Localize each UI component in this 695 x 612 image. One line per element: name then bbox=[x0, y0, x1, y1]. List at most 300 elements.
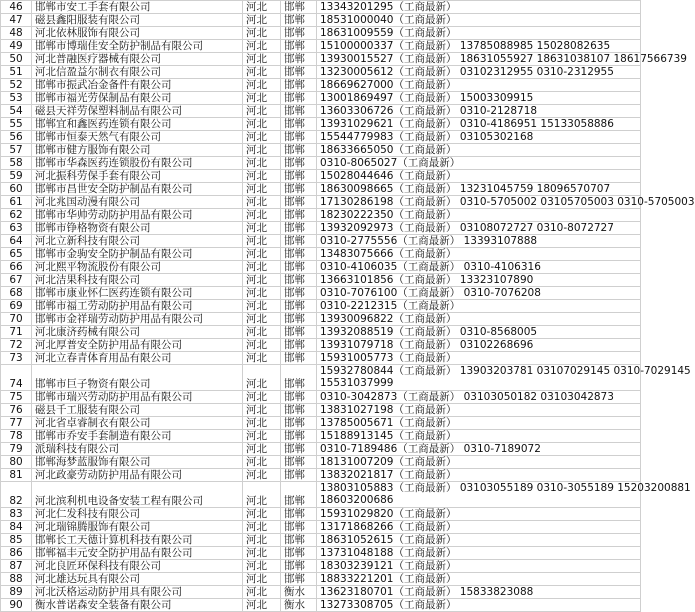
company-name: 河北仁发科技有限公司 bbox=[32, 508, 243, 521]
phone-line: 0310-2212315（工商最新） bbox=[320, 300, 461, 312]
table-row bbox=[1, 131, 641, 144]
table-row bbox=[1, 599, 641, 612]
phone-cell bbox=[317, 313, 641, 326]
phone-cell bbox=[317, 287, 641, 300]
city-cell: 邯郸 bbox=[281, 456, 317, 469]
company-name: 邯郸长工天德计算机科技有限公司 bbox=[32, 534, 243, 547]
row-number: 54 bbox=[1, 105, 32, 118]
phone-cell bbox=[317, 417, 641, 430]
province-cell: 河北 bbox=[243, 469, 281, 482]
province-cell: 河北 bbox=[243, 53, 281, 66]
city-cell: 邯郸 bbox=[281, 326, 317, 339]
province-cell: 河北 bbox=[243, 66, 281, 79]
phone-line: 13483075666（工商最新） bbox=[320, 248, 457, 260]
phone-line: 13832021817（工商最新） bbox=[320, 469, 457, 481]
phone-cell bbox=[317, 430, 641, 443]
row-number: 85 bbox=[1, 534, 32, 547]
row-number: 83 bbox=[1, 508, 32, 521]
province-cell: 河北 bbox=[243, 404, 281, 417]
city-cell: 邯郸 bbox=[281, 235, 317, 248]
table-row bbox=[1, 586, 641, 599]
row-number: 74 bbox=[1, 365, 32, 391]
phone-line: 15544779983（工商最新） 03105302168 bbox=[320, 131, 534, 143]
company-name: 邯郸海梦蓝服饰有限公司 bbox=[32, 456, 243, 469]
phone-line: 13932088519（工商最新） 0310-8568005 bbox=[320, 326, 538, 338]
province-cell: 河北 bbox=[243, 144, 281, 157]
phone-cell bbox=[317, 521, 641, 534]
city-cell: 邯郸 bbox=[281, 105, 317, 118]
city-cell: 邯郸 bbox=[281, 313, 317, 326]
company-name: 河北普融医疗器械有限公司 bbox=[32, 53, 243, 66]
phone-cell bbox=[317, 599, 641, 612]
phone-cell bbox=[317, 196, 695, 209]
table-row bbox=[1, 27, 641, 40]
table-row bbox=[1, 40, 641, 53]
row-number: 61 bbox=[1, 196, 32, 209]
province-cell: 河北 bbox=[243, 248, 281, 261]
company-name: 河北洁果科技有限公司 bbox=[32, 274, 243, 287]
city-cell: 邯郸 bbox=[281, 521, 317, 534]
company-name: 邯郸市安工手套有限公司 bbox=[32, 1, 243, 14]
row-number: 69 bbox=[1, 300, 32, 313]
city-cell: 邯郸 bbox=[281, 391, 317, 404]
company-name: 河北瑞锦腾服饰有限公司 bbox=[32, 521, 243, 534]
company-name: 磁县天祥劳保塑料制品有限公司 bbox=[32, 105, 243, 118]
phone-line: 13930096822（工商最新） bbox=[320, 313, 457, 325]
row-number: 48 bbox=[1, 27, 32, 40]
phone-line: 18131007209（工商最新） bbox=[320, 456, 457, 468]
row-number: 72 bbox=[1, 339, 32, 352]
company-name: 河北政豪劳动防护用品有限公司 bbox=[32, 469, 243, 482]
company-name: 邯郸市博瑞佳安全防护制品有限公司 bbox=[32, 40, 243, 53]
row-number: 64 bbox=[1, 235, 32, 248]
row-number: 70 bbox=[1, 313, 32, 326]
row-number: 78 bbox=[1, 430, 32, 443]
phone-line: 18633665050（工商最新） bbox=[320, 144, 457, 156]
table-row bbox=[1, 417, 641, 430]
table-row bbox=[1, 430, 641, 443]
company-name: 河北兆国动漫有限公司 bbox=[32, 196, 243, 209]
row-number: 84 bbox=[1, 521, 32, 534]
phone-cell bbox=[317, 573, 641, 586]
phone-line: 15028044646（工商最新） bbox=[320, 170, 457, 182]
phone-line: 13931029621（工商最新） 0310-4186951 15133058886 bbox=[320, 118, 614, 130]
city-cell: 邯郸 bbox=[281, 248, 317, 261]
phone-line: 18230222350（工商最新） bbox=[320, 209, 457, 221]
city-cell: 邯郸 bbox=[281, 131, 317, 144]
row-number: 71 bbox=[1, 326, 32, 339]
phone-line: 15531037999 bbox=[320, 377, 394, 389]
row-number: 46 bbox=[1, 1, 32, 14]
company-name: 邯郸市福工劳动防护用品有限公司 bbox=[32, 300, 243, 313]
row-number: 55 bbox=[1, 118, 32, 131]
phone-line: 17130286198（工商最新） 0310-5705002 03105705003 0310-5705003 bbox=[320, 196, 695, 208]
province-cell: 河北 bbox=[243, 92, 281, 105]
row-number: 49 bbox=[1, 40, 32, 53]
row-number: 59 bbox=[1, 170, 32, 183]
province-cell: 河北 bbox=[243, 430, 281, 443]
province-cell: 河北 bbox=[243, 482, 281, 508]
phone-line: 13171868266（工商最新） bbox=[320, 521, 457, 533]
company-name: 河北雄达玩具有限公司 bbox=[32, 573, 243, 586]
province-cell: 河北 bbox=[243, 456, 281, 469]
table-row bbox=[1, 326, 641, 339]
company-name: 河北省卓睿制衣有限公司 bbox=[32, 417, 243, 430]
city-cell: 邯郸 bbox=[281, 560, 317, 573]
province-cell: 河北 bbox=[243, 105, 281, 118]
phone-line: 0310-4106035（工商最新） 0310-4106316 bbox=[320, 261, 541, 273]
province-cell: 河北 bbox=[243, 131, 281, 144]
province-cell: 河北 bbox=[243, 534, 281, 547]
phone-cell bbox=[317, 391, 641, 404]
phone-cell bbox=[317, 339, 641, 352]
phone-cell bbox=[317, 53, 687, 66]
city-cell: 邯郸 bbox=[281, 274, 317, 287]
city-cell: 邯郸 bbox=[281, 53, 317, 66]
province-cell: 河北 bbox=[243, 261, 281, 274]
phone-line: 13230005612（工商最新） 03102312955 0310-2312955 bbox=[320, 66, 614, 78]
city-cell: 邯郸 bbox=[281, 404, 317, 417]
city-cell: 邯郸 bbox=[281, 14, 317, 27]
row-number: 79 bbox=[1, 443, 32, 456]
phone-line: 18630098665（工商最新） 13231045759 18096570707 bbox=[320, 183, 611, 195]
phone-line: 15100000337（工商最新） 13785088985 15028082635 bbox=[320, 40, 611, 52]
phone-line: 13663101856（工商最新） 13323107890 bbox=[320, 274, 534, 286]
province-cell: 河北 bbox=[243, 170, 281, 183]
city-cell: 邯郸 bbox=[281, 196, 317, 209]
table-row bbox=[1, 105, 641, 118]
table-row bbox=[1, 53, 641, 66]
phone-cell bbox=[317, 105, 641, 118]
table-row bbox=[1, 560, 641, 573]
table-row bbox=[1, 235, 641, 248]
table-row bbox=[1, 66, 641, 79]
phone-line: 15931005773（工商最新） bbox=[320, 352, 457, 364]
phone-line: 13930015527（工商最新） 18631055927 18631038107 18617566739 bbox=[320, 53, 687, 65]
city-cell: 邯郸 bbox=[281, 183, 317, 196]
city-cell: 邯郸 bbox=[281, 92, 317, 105]
row-number: 89 bbox=[1, 586, 32, 599]
table-row bbox=[1, 300, 641, 313]
province-cell: 河北 bbox=[243, 235, 281, 248]
company-name: 邯郸市昌世安全防护制品有限公司 bbox=[32, 183, 243, 196]
phone-cell bbox=[317, 222, 641, 235]
table-row bbox=[1, 287, 641, 300]
province-cell: 河北 bbox=[243, 196, 281, 209]
row-number: 68 bbox=[1, 287, 32, 300]
phone-line: 13623180701（工商最新） 15833823088 bbox=[320, 586, 534, 598]
phone-line: 18603200686 bbox=[320, 494, 394, 506]
province-cell: 河北 bbox=[243, 14, 281, 27]
company-name: 邯郸市康业怀仁医药连锁有限公司 bbox=[32, 287, 243, 300]
phone-line: 0310-3042873（工商最新） 03103050182 03103042873 bbox=[320, 391, 614, 403]
province-cell: 河北 bbox=[243, 40, 281, 53]
phone-line: 13932092973（工商最新） 03108072727 0310-8072727 bbox=[320, 222, 614, 234]
row-number: 67 bbox=[1, 274, 32, 287]
company-name: 河北立春青体育用品有限公司 bbox=[32, 352, 243, 365]
phone-line: 0310-7076100（工商最新） 0310-7076208 bbox=[320, 287, 541, 299]
row-number: 63 bbox=[1, 222, 32, 235]
phone-cell bbox=[317, 79, 641, 92]
table-row bbox=[1, 404, 641, 417]
row-number: 87 bbox=[1, 560, 32, 573]
table-row bbox=[1, 14, 641, 27]
row-number: 75 bbox=[1, 391, 32, 404]
company-name: 河北依林服饰有限公司 bbox=[32, 27, 243, 40]
table-row bbox=[1, 222, 641, 235]
row-number: 81 bbox=[1, 469, 32, 482]
table-row bbox=[1, 118, 641, 131]
row-number: 76 bbox=[1, 404, 32, 417]
company-name: 邯郸市振武冶金备件有限公司 bbox=[32, 79, 243, 92]
company-name: 邯郸市金驹安全防护制品有限公司 bbox=[32, 248, 243, 261]
phone-line: 13931079718（工商最新） 03102268696 bbox=[320, 339, 534, 351]
province-cell: 河北 bbox=[243, 508, 281, 521]
phone-line: 13343201295（工商最新） bbox=[320, 1, 457, 13]
phone-line: 0310-7189486（工商最新） 0310-7189072 bbox=[320, 443, 541, 455]
province-cell: 河北 bbox=[243, 443, 281, 456]
phone-line: 18303239121（工商最新） bbox=[320, 560, 457, 572]
row-number: 57 bbox=[1, 144, 32, 157]
row-number: 56 bbox=[1, 131, 32, 144]
phone-cell bbox=[317, 248, 641, 261]
table-row bbox=[1, 469, 641, 482]
table-row bbox=[1, 1, 641, 14]
table-row bbox=[1, 547, 641, 560]
phone-cell bbox=[317, 482, 691, 508]
row-number: 65 bbox=[1, 248, 32, 261]
table-row bbox=[1, 79, 641, 92]
company-name: 邯郸市恒泰天然气有限公司 bbox=[32, 131, 243, 144]
row-number: 80 bbox=[1, 456, 32, 469]
city-cell: 邯郸 bbox=[281, 508, 317, 521]
province-cell: 河北 bbox=[243, 339, 281, 352]
company-name: 衡水普诺森安全装备有限公司 bbox=[32, 599, 243, 612]
table-row bbox=[1, 170, 641, 183]
row-number: 66 bbox=[1, 261, 32, 274]
company-name: 邯郸市华帅劳动防护用品有限公司 bbox=[32, 209, 243, 222]
city-cell: 邯郸 bbox=[281, 482, 317, 508]
company-name: 磁县千工服装有限公司 bbox=[32, 404, 243, 417]
province-cell: 河北 bbox=[243, 547, 281, 560]
company-name: 邯郸市巨子物资有限公司 bbox=[32, 365, 243, 391]
phone-line: 13001869497（工商最新） 15003309915 bbox=[320, 92, 534, 104]
province-cell: 河北 bbox=[243, 326, 281, 339]
table-row bbox=[1, 144, 641, 157]
table-row bbox=[1, 508, 641, 521]
city-cell: 邯郸 bbox=[281, 40, 317, 53]
table-row bbox=[1, 183, 641, 196]
row-number: 58 bbox=[1, 157, 32, 170]
province-cell: 河北 bbox=[243, 365, 281, 391]
table-row bbox=[1, 365, 641, 391]
province-cell: 河北 bbox=[243, 118, 281, 131]
phone-cell bbox=[317, 586, 641, 599]
phone-line: 18669627000（工商最新） bbox=[320, 79, 457, 91]
company-name: 河北滨利机电设备安装工程有限公司 bbox=[32, 482, 243, 508]
phone-cell bbox=[317, 170, 641, 183]
province-cell: 河北 bbox=[243, 79, 281, 92]
phone-cell bbox=[317, 92, 641, 105]
row-number: 53 bbox=[1, 92, 32, 105]
phone-line: 15932780844（工商最新） 13903203781 03107029145 0310-7029145 bbox=[320, 365, 691, 377]
company-name: 河北振科劳保手套有限公司 bbox=[32, 170, 243, 183]
province-cell: 河北 bbox=[243, 560, 281, 573]
company-name: 河北良匠环保科技有限公司 bbox=[32, 560, 243, 573]
phone-cell bbox=[317, 300, 641, 313]
company-name: 河北信盈益尔制衣有限公司 bbox=[32, 66, 243, 79]
phone-cell bbox=[317, 534, 641, 547]
city-cell: 邯郸 bbox=[281, 209, 317, 222]
row-number: 60 bbox=[1, 183, 32, 196]
phone-line: 18631009559（工商最新） bbox=[320, 27, 457, 39]
city-cell: 邯郸 bbox=[281, 430, 317, 443]
province-cell: 河北 bbox=[243, 352, 281, 365]
phone-cell bbox=[317, 261, 641, 274]
city-cell: 邯郸 bbox=[281, 365, 317, 391]
table-row bbox=[1, 521, 641, 534]
phone-cell bbox=[317, 235, 641, 248]
company-name: 邯郸市福光劳保制品有限公司 bbox=[32, 92, 243, 105]
table-row bbox=[1, 339, 641, 352]
province-cell: 河北 bbox=[243, 222, 281, 235]
phone-cell bbox=[317, 157, 641, 170]
phone-line: 18531000040（工商最新） bbox=[320, 14, 457, 26]
phone-line: 13273308705（工商最新） bbox=[320, 599, 457, 611]
phone-cell bbox=[317, 443, 641, 456]
province-cell: 河北 bbox=[243, 27, 281, 40]
company-name: 邯郸市乔安手套制造有限公司 bbox=[32, 430, 243, 443]
province-cell: 河北 bbox=[243, 209, 281, 222]
phone-line: 13785005671（工商最新） bbox=[320, 417, 457, 429]
table-row bbox=[1, 573, 641, 586]
table-row bbox=[1, 209, 641, 222]
phone-cell bbox=[317, 560, 641, 573]
company-name: 河北厚普安全防护用品有限公司 bbox=[32, 339, 243, 352]
table-row bbox=[1, 391, 641, 404]
phone-cell bbox=[317, 209, 641, 222]
province-cell: 河北 bbox=[243, 274, 281, 287]
phone-cell bbox=[317, 274, 641, 287]
province-cell: 河北 bbox=[243, 287, 281, 300]
city-cell: 衡水 bbox=[281, 599, 317, 612]
city-cell: 衡水 bbox=[281, 586, 317, 599]
company-name: 邯郸市金祥瑞劳动防护用品有限公司 bbox=[32, 313, 243, 326]
table-row bbox=[1, 196, 641, 209]
province-cell: 河北 bbox=[243, 417, 281, 430]
row-number: 47 bbox=[1, 14, 32, 27]
row-number: 52 bbox=[1, 79, 32, 92]
phone-line: 0310-2775556（工商最新） 13393107888 bbox=[320, 235, 538, 247]
city-cell: 邯郸 bbox=[281, 339, 317, 352]
table-row bbox=[1, 482, 641, 508]
city-cell: 邯郸 bbox=[281, 261, 317, 274]
row-number: 82 bbox=[1, 482, 32, 508]
phone-cell bbox=[317, 404, 641, 417]
phone-line: 13731048188（工商最新） bbox=[320, 547, 457, 559]
phone-cell bbox=[317, 14, 641, 27]
province-cell: 河北 bbox=[243, 183, 281, 196]
city-cell: 邯郸 bbox=[281, 118, 317, 131]
company-name: 磁县鑫阳服装有限公司 bbox=[32, 14, 243, 27]
phone-cell bbox=[317, 469, 641, 482]
city-cell: 邯郸 bbox=[281, 66, 317, 79]
phone-line: 15931029820（工商最新） bbox=[320, 508, 457, 520]
province-cell: 河北 bbox=[243, 300, 281, 313]
phone-cell bbox=[317, 1, 641, 14]
province-cell: 河北 bbox=[243, 599, 281, 612]
table-row bbox=[1, 248, 641, 261]
table-row bbox=[1, 261, 641, 274]
row-number: 73 bbox=[1, 352, 32, 365]
row-number: 50 bbox=[1, 53, 32, 66]
city-cell: 邯郸 bbox=[281, 287, 317, 300]
city-cell: 邯郸 bbox=[281, 417, 317, 430]
phone-line: 15188913145（工商最新） bbox=[320, 430, 457, 442]
phone-cell bbox=[317, 456, 641, 469]
city-cell: 邯郸 bbox=[281, 534, 317, 547]
city-cell: 邯郸 bbox=[281, 469, 317, 482]
city-cell: 邯郸 bbox=[281, 157, 317, 170]
phone-cell bbox=[317, 27, 641, 40]
phone-cell bbox=[317, 508, 641, 521]
row-number: 86 bbox=[1, 547, 32, 560]
city-cell: 邯郸 bbox=[281, 547, 317, 560]
table-row bbox=[1, 352, 641, 365]
phone-line: 13803105883（工商最新） 03103055189 0310-3055189 15203200881 bbox=[320, 482, 691, 494]
table-row bbox=[1, 443, 641, 456]
phone-cell bbox=[317, 326, 641, 339]
company-name: 河北熙平物流股份有限公司 bbox=[32, 261, 243, 274]
province-cell: 河北 bbox=[243, 586, 281, 599]
phone-line: 18833221201（工商最新） bbox=[320, 573, 457, 585]
phone-line: 13831027198（工商最新） bbox=[320, 404, 457, 416]
city-cell: 邯郸 bbox=[281, 144, 317, 157]
row-number: 51 bbox=[1, 66, 32, 79]
table-row bbox=[1, 274, 641, 287]
phone-cell bbox=[317, 352, 641, 365]
company-name: 河北立新科技有限公司 bbox=[32, 235, 243, 248]
table-row bbox=[1, 313, 641, 326]
city-cell: 邯郸 bbox=[281, 170, 317, 183]
city-cell: 邯郸 bbox=[281, 79, 317, 92]
phone-cell bbox=[317, 131, 641, 144]
province-cell: 河北 bbox=[243, 521, 281, 534]
company-name: 邯郸市瑞兴劳动防护用品有限公司 bbox=[32, 391, 243, 404]
phone-cell bbox=[317, 118, 641, 131]
province-cell: 河北 bbox=[243, 391, 281, 404]
phone-cell bbox=[317, 365, 691, 391]
company-table-body bbox=[1, 1, 695, 612]
row-number: 88 bbox=[1, 573, 32, 586]
city-cell: 邯郸 bbox=[281, 222, 317, 235]
city-cell: 邯郸 bbox=[281, 1, 317, 14]
city-cell: 邯郸 bbox=[281, 352, 317, 365]
city-cell: 邯郸 bbox=[281, 573, 317, 586]
city-cell: 邯郸 bbox=[281, 27, 317, 40]
company-name: 河北康济药械有限公司 bbox=[32, 326, 243, 339]
row-number: 90 bbox=[1, 599, 32, 612]
phone-cell bbox=[317, 547, 641, 560]
table-row bbox=[1, 157, 641, 170]
phone-line: 0310-8065027（工商最新） bbox=[320, 157, 461, 169]
company-name: 河北沃格运动防护用具有限公司 bbox=[32, 586, 243, 599]
table-row bbox=[1, 534, 641, 547]
company-name: 邯郸市铮格物资有限公司 bbox=[32, 222, 243, 235]
company-name: 邯郸福丰元安全防护用品有限公司 bbox=[32, 547, 243, 560]
table-row bbox=[1, 456, 641, 469]
phone-cell bbox=[317, 40, 641, 53]
